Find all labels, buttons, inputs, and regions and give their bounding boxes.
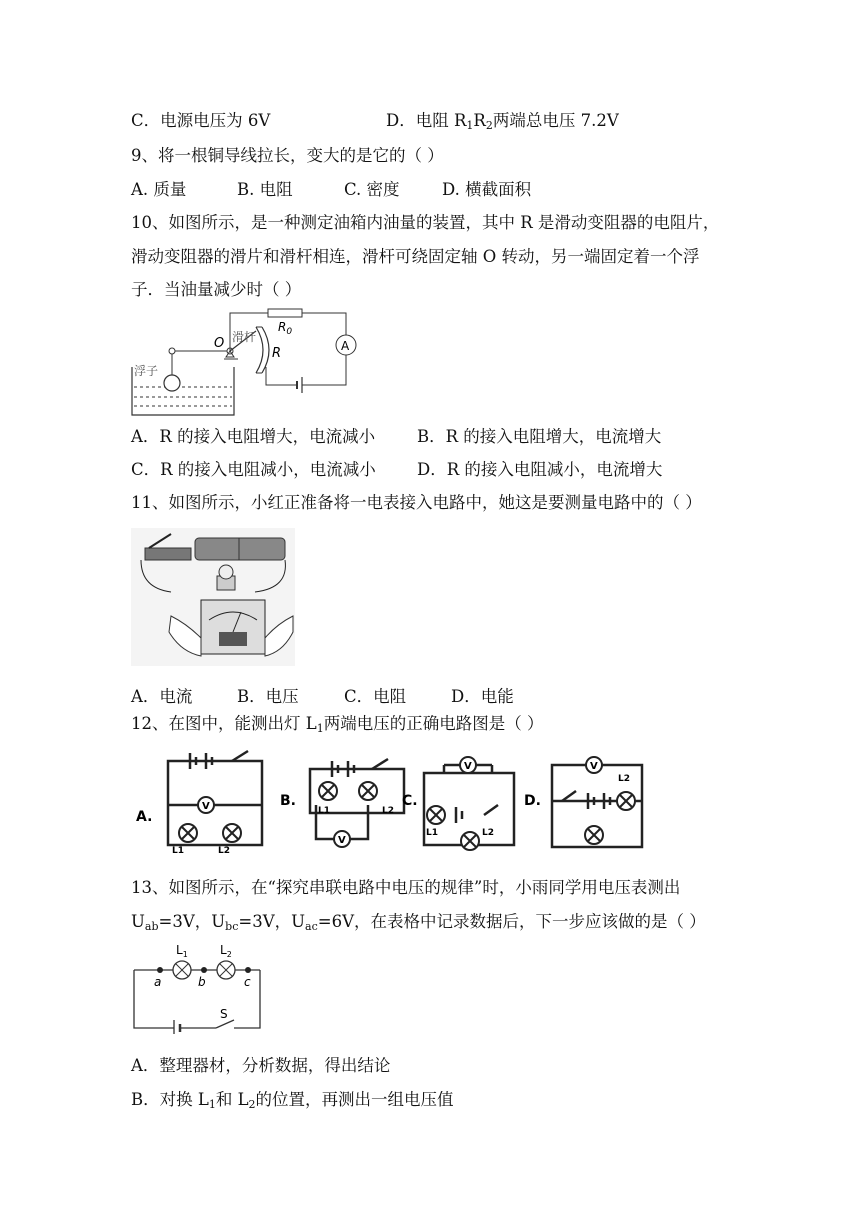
svg-text:L1: L1 bbox=[426, 828, 438, 838]
l2-label: $L_2$ bbox=[220, 943, 232, 959]
q11-option-d: D．电能 bbox=[451, 687, 514, 706]
circuit-options-diagram bbox=[132, 743, 656, 855]
q8-option-d: D．电阻 $R_1R_2$两端总电压 7.2V bbox=[386, 111, 619, 132]
q11-option-b: B．电压 bbox=[237, 687, 299, 706]
svg-text:V: V bbox=[202, 801, 210, 812]
resistor-label: R bbox=[272, 346, 282, 361]
q13-stem-line-2: $U_{ab}=3V$，$U_{bc}=3V$，$U_{ac}=6V$，在表格中记录数据后，下一步应该做的是（ ） bbox=[131, 912, 706, 933]
circuit-c-label: C. bbox=[402, 793, 418, 809]
q9-option-c: C. 密度 bbox=[344, 180, 400, 199]
svg-text:L2: L2 bbox=[482, 828, 494, 838]
svg-text:L2: L2 bbox=[218, 846, 230, 855]
svg-text:A: A bbox=[341, 339, 350, 353]
q9-stem: 9、将一根铜导线拉长，变大的是它的（ ） bbox=[131, 146, 444, 165]
circuit-b-label: B. bbox=[280, 793, 296, 809]
rod-label: 滑杆 bbox=[232, 330, 257, 344]
q10-option-d: D．R 的接入电阻减小，电流增大 bbox=[417, 460, 663, 479]
q8-option-c: C．电源电压为 6V bbox=[131, 111, 271, 130]
svg-text:b: b bbox=[198, 975, 206, 989]
q13-option-a: A．整理器材，分析数据，得出结论 bbox=[131, 1056, 391, 1075]
q10-stem-line-1: 10、如图所示，是一种测定油箱内油量的装置，其中 R 是滑动变阻器的电阻片， bbox=[131, 213, 720, 232]
q11-option-c: C．电阻 bbox=[344, 687, 407, 706]
q11-stem: 11、如图所示，小红正准备将一电表接入电路中，她这是要测量电路中的（ ） bbox=[131, 493, 702, 512]
series-circuit-diagram bbox=[130, 940, 270, 1034]
svg-text:L1: L1 bbox=[318, 806, 330, 816]
svg-text:a: a bbox=[154, 975, 162, 989]
q9-option-a: A. 质量 bbox=[131, 180, 187, 199]
l1-label: $L_1$ bbox=[176, 943, 188, 959]
q10-option-c: C．R 的接入电阻减小，电流减小 bbox=[131, 460, 376, 479]
q10-stem-line-2: 滑动变阻器的滑片和滑杆相连，滑杆可绕固定轴 O 转动，另一端固定着一个浮 bbox=[131, 247, 700, 266]
q10-option-a: A．R 的接入电阻增大，电流减小 bbox=[131, 427, 376, 446]
lamp-l1 bbox=[173, 961, 191, 979]
r0-label: $R_0$ bbox=[278, 320, 293, 337]
q9-option-b: B. 电阻 bbox=[237, 180, 293, 199]
q13-option-b: B．对换 $L_1$和 $L_2$的位置，再测出一组电压值 bbox=[131, 1090, 454, 1111]
svg-text:S: S bbox=[220, 1007, 228, 1021]
svg-text:L2: L2 bbox=[618, 774, 630, 784]
q10-option-b: B．R 的接入电阻增大，电流增大 bbox=[417, 427, 662, 446]
svg-text:V: V bbox=[590, 761, 598, 772]
float bbox=[164, 375, 180, 391]
svg-text:V: V bbox=[338, 835, 346, 846]
q9-option-d: D. 横截面积 bbox=[442, 180, 532, 199]
svg-text:L2: L2 bbox=[382, 806, 394, 816]
oil-gauge-diagram bbox=[128, 305, 360, 420]
svg-text:c: c bbox=[244, 975, 251, 989]
svg-text:L1: L1 bbox=[172, 846, 184, 855]
q13-stem-line-1: 13、如图所示，在“探究串联电路中电压的规律”时，小雨同学用电压表测出 bbox=[131, 878, 681, 897]
meter-photo bbox=[131, 528, 295, 666]
q12-stem: 12、在图中，能测出灯 $L_1$两端电压的正确电路图是（ ） bbox=[131, 714, 544, 735]
pivot-label: O bbox=[214, 336, 225, 351]
circuit-d-label: D. bbox=[524, 793, 541, 809]
svg-text:V: V bbox=[464, 761, 472, 772]
circuit-a-label: A. bbox=[136, 809, 153, 825]
lamp-l2 bbox=[217, 961, 235, 979]
q11-option-a: A．电流 bbox=[131, 687, 193, 706]
float-label: 浮子 bbox=[134, 364, 159, 378]
q10-stem-line-3: 子．当油量减少时（ ） bbox=[131, 280, 302, 299]
